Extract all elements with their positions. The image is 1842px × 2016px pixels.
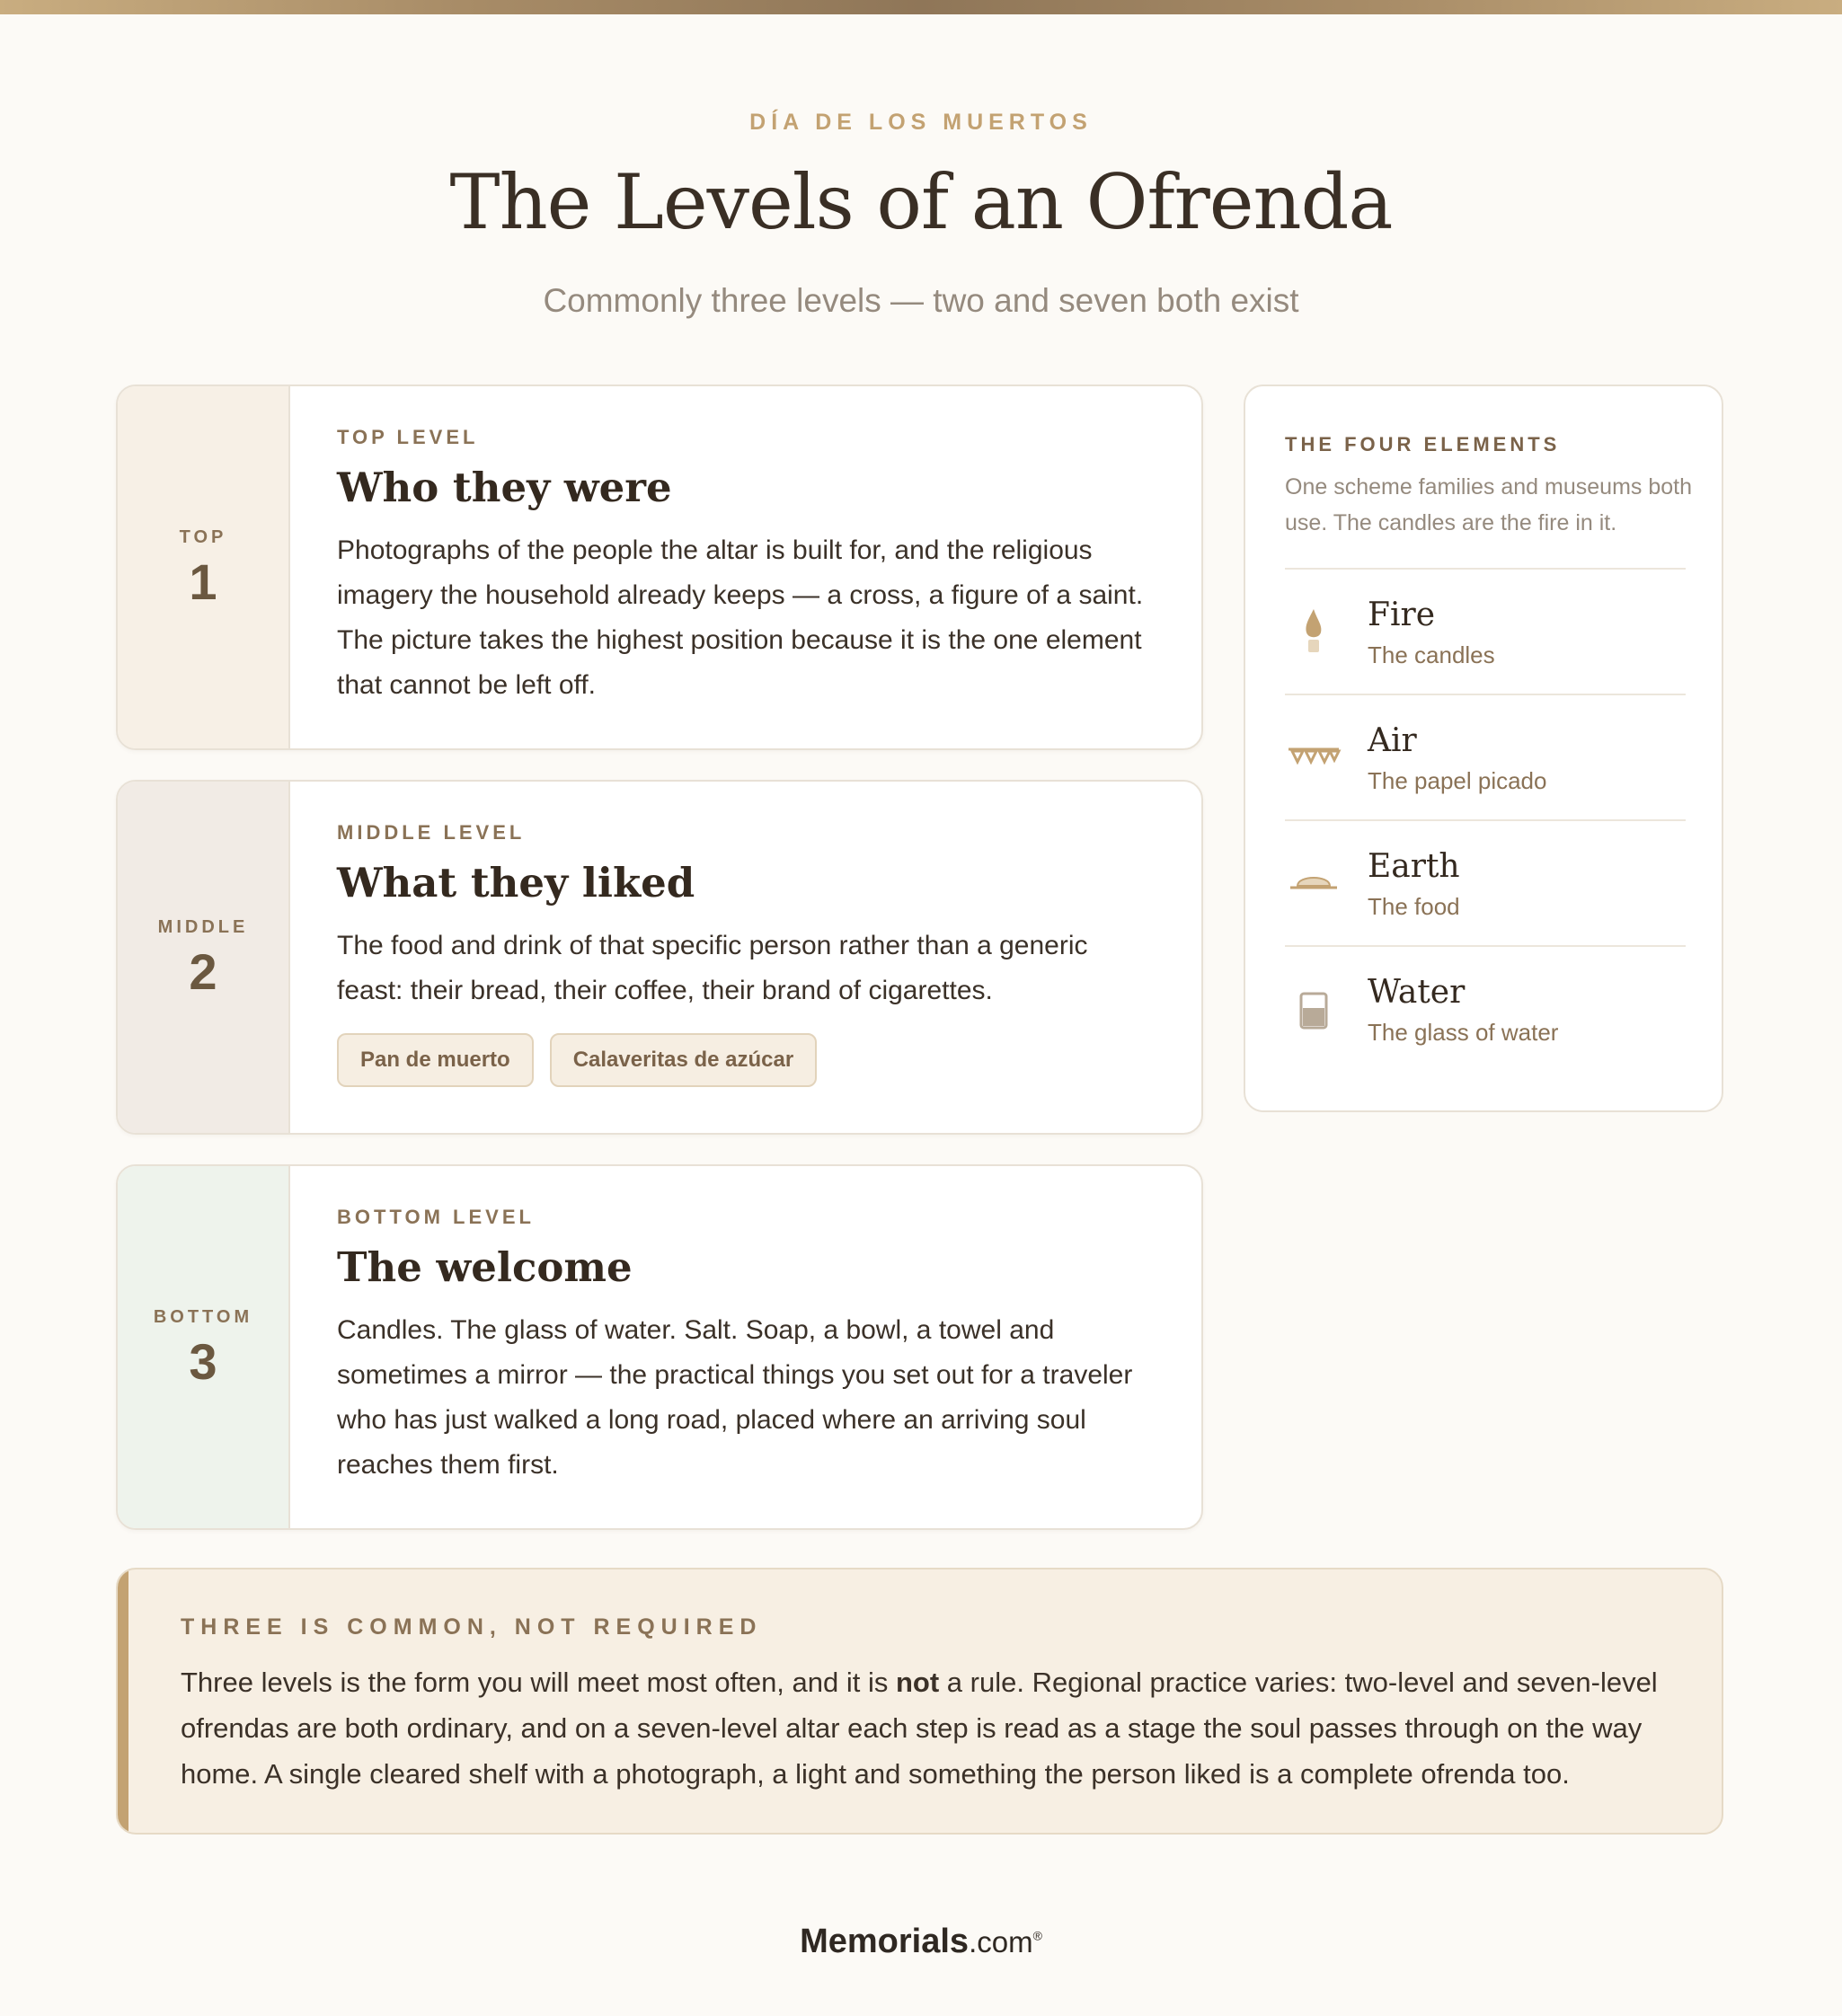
chip-calaveritas: Calaveritas de azúcar xyxy=(550,1033,817,1087)
page-title: The Levels of an Ofrenda xyxy=(449,158,1393,246)
level-tag: MIDDLE LEVEL xyxy=(337,821,526,844)
level-description: Photographs of the people the altar is built for, and the religious imagery the household already keeps — a cross, a figure of a saint. The picture takes the highest position because it is the one element that cannot be left off. xyxy=(337,535,1144,700)
element-description: The food xyxy=(1368,893,1460,920)
chip-pan-de-muerto: Pan de muerto xyxy=(337,1033,534,1087)
level-description: The food and drink of that specific person rather than a generic feast: their bread, their coffee, their brand of cigarettes. xyxy=(337,930,1088,1005)
logo-registered: ® xyxy=(1032,1928,1042,1943)
element-row-water xyxy=(1285,945,1686,1071)
level-side-panel xyxy=(118,386,290,748)
level-side-label: BOTTOM xyxy=(153,1307,253,1327)
level-card-top xyxy=(116,385,1203,750)
element-description: The papel picado xyxy=(1368,767,1547,794)
level-number: 1 xyxy=(189,553,217,610)
level-side-panel xyxy=(118,1166,290,1528)
water-glass-icon xyxy=(1285,979,1342,1037)
page-subtitle: Commonly three levels — two and seven both exist xyxy=(543,282,1299,319)
element-row-air xyxy=(1285,694,1686,819)
four-elements-heading: THE FOUR ELEMENTS xyxy=(1285,433,1561,455)
element-name: Earth xyxy=(1368,848,1460,885)
callout-accent-bar xyxy=(118,1569,128,1833)
level-body xyxy=(337,782,1147,1087)
four-elements-description: One scheme families and museums both use. The candles are the fire in it. xyxy=(1285,474,1692,535)
element-name: Air xyxy=(1368,722,1417,759)
level-heading: What they liked xyxy=(337,859,695,906)
level-number: 2 xyxy=(189,943,217,1000)
element-description: The candles xyxy=(1368,641,1495,668)
level-tag: TOP LEVEL xyxy=(337,426,479,448)
element-row-fire xyxy=(1285,568,1686,694)
level-side-label: TOP xyxy=(179,527,227,547)
callout-text-bold: not xyxy=(895,1667,940,1698)
papel-picado-icon xyxy=(1285,728,1342,785)
level-card-middle xyxy=(116,780,1203,1135)
element-description: The glass of water xyxy=(1368,1019,1559,1046)
level-card-bottom xyxy=(116,1164,1203,1530)
level-tag: BOTTOM LEVEL xyxy=(337,1206,535,1228)
callout-note xyxy=(116,1568,1723,1835)
callout-text xyxy=(181,1659,1690,1797)
element-name: Fire xyxy=(1368,597,1436,633)
logo-tld: .com xyxy=(969,1925,1033,1959)
food-dome-icon xyxy=(1285,853,1342,911)
level-number: 3 xyxy=(189,1333,217,1390)
level-side-label: MIDDLE xyxy=(157,917,249,937)
level-heading: Who they were xyxy=(337,464,672,511)
chip-list xyxy=(337,1033,1147,1087)
candle-icon xyxy=(1285,602,1342,659)
four-elements-panel xyxy=(1244,385,1723,1112)
callout-text-after: a rule. Regional practice varies: two-level and seven-level ofrendas are both ordinary, and on a seven-level altar each step is read as a stage the soul passes through on the way home. A single cleared shelf with a photograph, a light and something the person liked is a complete ofrenda too. xyxy=(181,1667,1658,1790)
top-accent-bar xyxy=(0,0,1842,14)
level-body xyxy=(337,386,1147,708)
level-heading: The welcome xyxy=(337,1243,633,1291)
callout-text-before: Three levels is the form you will meet most often, and it is xyxy=(181,1667,896,1698)
level-side-panel xyxy=(118,782,290,1133)
page-eyebrow: DÍA DE LOS MUERTOS xyxy=(749,110,1093,135)
callout-heading: THREE IS COMMON, NOT REQUIRED xyxy=(181,1614,763,1640)
element-name: Water xyxy=(1368,974,1466,1011)
level-body xyxy=(337,1166,1147,1488)
memorials-logo[interactable] xyxy=(0,1923,1842,1961)
element-row-earth xyxy=(1285,819,1686,945)
logo-brand: Memorials xyxy=(800,1923,970,1960)
level-description: Candles. The glass of water. Salt. Soap, a bowl, a towel and sometimes a mirror — the practical things you set out for a traveler who has just walked a long road, placed where an arriving soul reaches them first. xyxy=(337,1314,1133,1480)
